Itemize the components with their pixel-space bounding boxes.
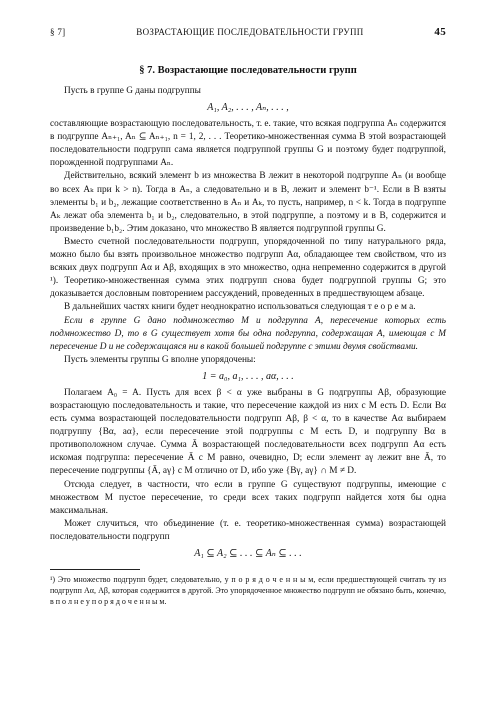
formula-subgroups: A₁, A₂, . . . , Aₙ, . . . ,: [207, 102, 289, 114]
running-header: [50, 26, 446, 38]
formula-ordering: 1 = a₀, a₁, . . . , aα, . . .: [202, 370, 294, 382]
running-title: ВОЗРАСТАЮЩИЕ ПОСЛЕДОВАТЕЛЬНОСТИ ГРУПП: [136, 27, 364, 37]
paragraph-generalization: Вместо счетной последовательности подгрупп, упорядоченной по типу натурального ряда, можно было бы взять произвольное множество подгрупп Aα, обладающее тем свойством, что из всяких двух подгрупп Aα и Aβ, входящих в это множество, одна непременно содержится в другой ¹). Теоретико-множественная сумма этих подгрупп снова будет подгруппой группы G; это доказывается дословным повторением рассуждений, проведенных в предшествующем абзаце.: [50, 236, 446, 300]
paragraph-well-order: Пусть элементы группы G вполне упорядочены:: [64, 354, 256, 365]
formula-chain: A₁ ⊆ A₂ ⊆ . . . ⊆ Aₙ ⊆ . . .: [194, 548, 302, 559]
page-number: 45: [434, 26, 446, 38]
paragraph-intro: Пусть в группе G даны подгруппы: [64, 86, 201, 96]
footnote: ¹) Это множество подгрупп будет, следовательно, у п о р я д о ч е н н ы м, если предшествующей считать ту из подгрупп Aα, Aβ, которая содержится в другой. Это упорядоченное множество подгрупп не обязано быть, конечно, в п о л н е у п о р я д о ч е н н ы м.: [50, 575, 446, 606]
paragraph-proof: Действительно, всякий элемент b из множества B лежит в некоторой подгруппе Aₙ (и вообще во всех Aₖ при k > n). Тогда в Aₙ, а следовательно и в B, лежит и элемент b⁻¹. Если в B взяты элементы b₁ и b₂, лежащие соответственно в Aₙ и Aₖ, то пусть, например, n < k. Тогда в подгруппе Aₖ лежат оба элемента b₁ и b₂, следовательно, в этой подгруппе, а поэтому и в B, содержится и произведение b₁b₂. Этим доказано, что множество B является подгруппой группы G.: [50, 171, 446, 234]
footnote-divider: [50, 569, 140, 570]
paragraph-construction: Полагаем A₀ = A. Пусть для всех β < α уже выбраны в G подгруппы Aβ, образующие возрастающую последовательность и такие, что пересечение каждой из них с M есть D. Если Bα есть сумма возрастающей последовательности подгрупп Aβ, β < α, то в качестве Aα выбираем подгруппу {Bα, aα}, если пересечение этой подгруппы с M есть D, и подгруппу Bα в противоположном случае. Сумма Ā возрастающей последовательности всех подгрупп Aα есть искомая подгруппа: пересечение Ā с M равно, очевидно, D; если элемент aγ лежит вне Ā, то пересечение подгруппы {Ā, aγ} с M отлично от D, ибо уже {Bγ, aγ} ∩ M ≠ D.: [50, 387, 446, 477]
section-mark: § 7]: [50, 27, 66, 37]
section-title: § 7. Возрастающие последовательности групп: [139, 65, 357, 76]
book-page: [50, 26, 446, 607]
paragraph-corollary: Отсюда следует, в частности, что если в группе G существуют подгруппы, имеющие с множеством M пустое пересечение, то среди всех таких подгрупп найдется хотя бы одна максимальная.: [50, 479, 446, 516]
paragraph-theorem-intro: В дальнейших частях книги будет неоднократно использоваться следующая т е о р е м а.: [64, 302, 416, 313]
theorem-statement: Если в группе G дано подмножество M и подгруппа A, пересечение которых есть подмножество D, то в G существует хотя бы одна подгруппа, содержащая A, имеющая с M пересечение D и не содержащаяся ни в какой большей подгруппе с этими двумя свойствами.: [50, 315, 446, 352]
paragraph-definition: составляющие возрастающую последовательность, т. е. такие, что всякая подгруппа Aₙ содержится в подгруппе Aₙ₊₁, Aₙ ⊆ Aₙ₊₁, n = 1, 2, . . . Теоретико-множественная сумма B этой возрастающей последовательности подгрупп сама является подгруппой группы G и поэтому будет подгруппой, порожденной подгруппами Aₙ.: [50, 119, 446, 169]
paragraph-union: Может случиться, что объединение (т. е. теоретико-множественная сумма) возрастающей последовательности подгрупп: [50, 518, 446, 542]
